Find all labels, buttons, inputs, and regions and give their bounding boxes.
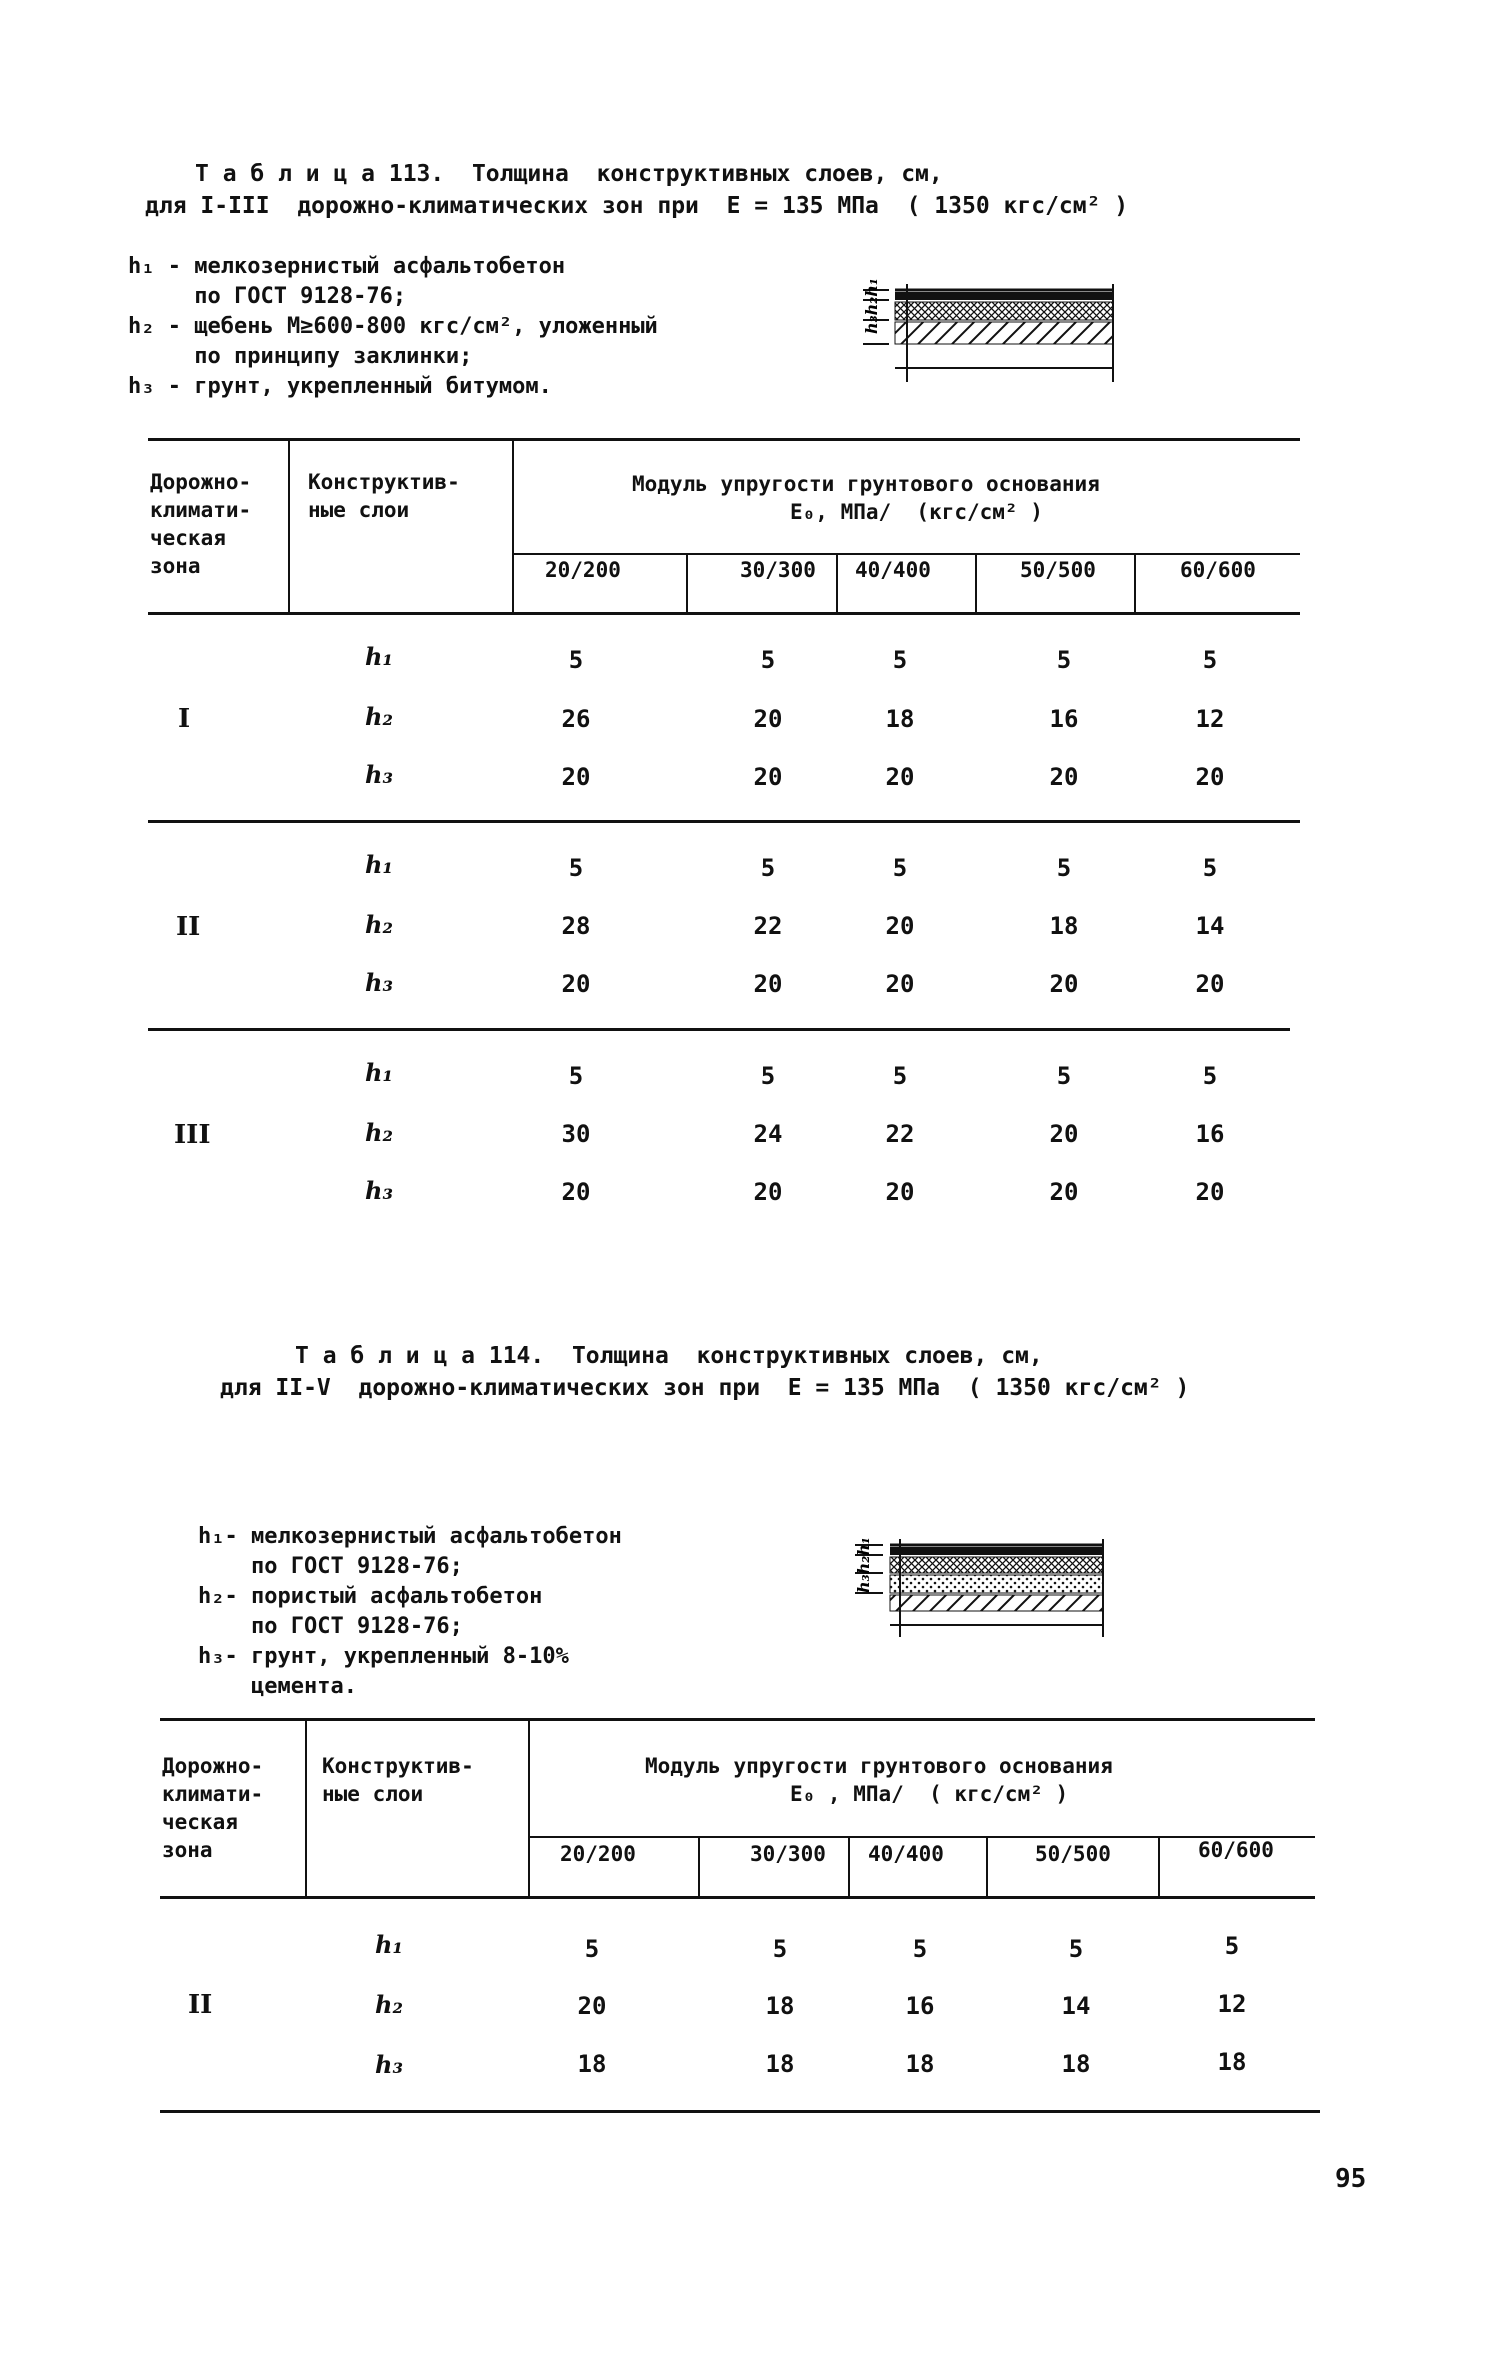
table-cell: 5: [1202, 646, 1218, 674]
layer-label: h₃: [365, 1176, 393, 1205]
table114-header-modulus: Модуль упругости грунтового основания: [645, 1754, 1113, 1778]
table114-col-header: 30/300: [750, 1842, 826, 1866]
table-cell: 5: [760, 646, 776, 674]
table113-header-zone: Дорожно- климати- ческая зона: [150, 470, 252, 578]
layer-label: h₁: [365, 1058, 393, 1087]
table113-legend: [128, 252, 658, 402]
table113-caption-line1: Т а б л и ц а 113. Толщина конструктивных слоев, см,: [195, 161, 943, 187]
table113-col-header: 50/500: [1020, 558, 1096, 582]
table-cell: 16: [1195, 1120, 1225, 1148]
legend-line: h₃ - грунт, укрепленный битумом.: [128, 374, 552, 399]
table113-header-modulus: Модуль упругости грунтового основания: [632, 472, 1100, 496]
zone-label: III: [174, 1120, 211, 1150]
legend-line: по ГОСТ 9128-76;: [128, 284, 407, 309]
table113-group-rule: [148, 1028, 1290, 1031]
legend-line: по ГОСТ 9128-76;: [198, 1614, 463, 1639]
table-cell: 20: [1195, 970, 1225, 998]
table113-header-bottom-rule: [148, 612, 1300, 615]
table114-col-divider: [848, 1838, 850, 1896]
table-cell: 5: [772, 1935, 788, 1963]
svg-text:h₃h₂h₁: h₃h₂h₁: [862, 278, 881, 334]
table-cell: 20: [1195, 763, 1225, 791]
table-cell: 22: [885, 1120, 915, 1148]
table113-col-divider: [836, 555, 838, 612]
table-cell: 26: [561, 705, 591, 733]
table-cell: 20: [561, 970, 591, 998]
table-cell: 5: [568, 646, 584, 674]
table114-caption-line2: для II-V дорожно-климатических зон при E = 135 МПа ( 1350 кгс/см² ): [220, 1375, 1190, 1401]
table-cell: 5: [760, 1062, 776, 1090]
table-cell: 20: [1049, 1178, 1079, 1206]
table-cell: 22: [753, 912, 783, 940]
table114-bottom-rule: [160, 2110, 1320, 2113]
table113-col-header: 30/300: [740, 558, 816, 582]
table-cell: 18: [1217, 2048, 1247, 2076]
table-cell: 20: [885, 763, 915, 791]
table-cell: 28: [561, 912, 591, 940]
table-cell: 20: [885, 1178, 915, 1206]
table-cell: 12: [1195, 705, 1225, 733]
table113-top-rule: [148, 438, 1300, 441]
table-cell: 20: [561, 763, 591, 791]
table-cell: 30: [561, 1120, 591, 1148]
legend-line: h₁ - мелкозернистый асфальтобетон: [128, 254, 566, 279]
legend-line: h₃- грунт, укрепленный 8-10%: [198, 1644, 569, 1669]
legend-line: h₂- пористый асфальтобетон: [198, 1584, 543, 1609]
table114-col-header: 50/500: [1035, 1842, 1111, 1866]
table114-col-divider: [528, 1720, 530, 1896]
table-cell: 18: [1049, 912, 1079, 940]
layer-label: h₃: [365, 968, 393, 997]
table114-header-zone: Дорожно- климати- ческая зона: [162, 1754, 264, 1862]
table-cell: 18: [765, 1992, 795, 2020]
table-cell: 5: [568, 854, 584, 882]
table-cell: 5: [1056, 646, 1072, 674]
table-cell: 20: [1049, 1120, 1079, 1148]
zone-label: II: [188, 1990, 213, 2020]
layer-label: h₁: [365, 850, 393, 879]
table113-col-header: 60/600: [1180, 558, 1256, 582]
table-cell: 5: [760, 854, 776, 882]
table-cell: 5: [1056, 854, 1072, 882]
table114-header-modulus-units: E₀ , МПа/ ( кгс/см² ): [790, 1782, 1069, 1806]
table-cell: 14: [1061, 1992, 1091, 2020]
table-cell: 20: [753, 1178, 783, 1206]
table-cell: 16: [1049, 705, 1079, 733]
table-cell: 20: [885, 912, 915, 940]
table-cell: 20: [753, 763, 783, 791]
table-cell: 20: [1049, 763, 1079, 791]
table-cell: 24: [753, 1120, 783, 1148]
pavement-section-diagram: [845, 1525, 1115, 1660]
table113-caption-line2: для I-III дорожно-климатических зон при E = 135 МПа ( 1350 кгс/см² ): [145, 193, 1129, 219]
table-cell: 18: [905, 2050, 935, 2078]
table114-col-header: 40/400: [868, 1842, 944, 1866]
table-cell: 20: [561, 1178, 591, 1206]
legend-line: h₂ - щебень М≥600-800 кгс/см², уложенный: [128, 314, 658, 339]
table113-col-divider: [288, 440, 290, 612]
table113-col-header: 20/200: [545, 558, 621, 582]
table113-col-divider: [686, 555, 688, 612]
table-cell: 18: [885, 705, 915, 733]
legend-line: цемента.: [198, 1674, 357, 1699]
layer-label: h₁: [365, 642, 393, 671]
table-cell: 5: [892, 854, 908, 882]
table-cell: 20: [577, 1992, 607, 2020]
table-cell: 20: [753, 705, 783, 733]
table113-group-rule: [148, 820, 1300, 823]
table-cell: 5: [584, 1935, 600, 1963]
table113-col-divider: [1134, 555, 1136, 612]
page-number: 95: [1335, 2164, 1367, 2194]
table113-col-divider: [512, 440, 514, 612]
table114-top-rule: [160, 1718, 1315, 1721]
table113-col-divider: [975, 555, 977, 612]
pavement-section-diagram: [855, 270, 1125, 405]
table-cell: 5: [1068, 1935, 1084, 1963]
table-cell: 18: [577, 2050, 607, 2078]
table-cell: 5: [892, 646, 908, 674]
layer-label: h₃: [365, 760, 393, 789]
table-cell: 20: [885, 970, 915, 998]
table113-header-modulus-units: E₀, МПа/ (кгс/см² ): [790, 500, 1043, 524]
svg-text:h₃h₂h₁: h₃h₂h₁: [854, 1537, 873, 1593]
table-cell: 5: [1224, 1932, 1240, 1960]
layer-label: h₁: [375, 1930, 403, 1959]
layer-label: h₂: [365, 910, 393, 939]
layer-label: h₂: [375, 1990, 403, 2019]
table114-caption-line1: Т а б л и ц а 114. Толщина конструктивных слоев, см,: [295, 1343, 1043, 1369]
table114-col-divider: [1158, 1838, 1160, 1896]
table-cell: 12: [1217, 1990, 1247, 2018]
legend-line: по ГОСТ 9128-76;: [198, 1554, 463, 1579]
legend-line: h₁- мелкозернистый асфальтобетон: [198, 1524, 622, 1549]
zone-label: I: [178, 704, 191, 734]
table-cell: 5: [1202, 854, 1218, 882]
table-cell: 5: [568, 1062, 584, 1090]
layer-label: h₂: [365, 702, 393, 731]
table-cell: 20: [753, 970, 783, 998]
table-cell: 18: [765, 2050, 795, 2078]
table-cell: 5: [892, 1062, 908, 1090]
table113-subheader-rule: [512, 553, 1300, 555]
legend-line: по принципу заклинки;: [128, 344, 473, 369]
table-cell: 20: [1195, 1178, 1225, 1206]
table114-col-divider: [986, 1838, 988, 1896]
table-cell: 5: [1202, 1062, 1218, 1090]
table113-col-header: 40/400: [855, 558, 931, 582]
table114-col-header: 20/200: [560, 1842, 636, 1866]
table114-header-layers: Конструктив- ные слои: [322, 1754, 474, 1806]
table114-col-divider: [305, 1720, 307, 1896]
table-cell: 5: [1056, 1062, 1072, 1090]
table114-legend: [198, 1522, 622, 1702]
table-cell: 5: [912, 1935, 928, 1963]
table-cell: 18: [1061, 2050, 1091, 2078]
table-cell: 14: [1195, 912, 1225, 940]
layer-label: h₃: [375, 2050, 403, 2079]
zone-label: II: [176, 912, 201, 942]
table113-header-layers: Конструктив- ные слои: [308, 470, 460, 522]
table114-header-bottom-rule: [160, 1896, 1315, 1899]
table-cell: 16: [905, 1992, 935, 2020]
table114-subheader-rule: [528, 1836, 1315, 1838]
table114-col-header: 60/600: [1198, 1838, 1274, 1862]
table114-col-divider: [698, 1838, 700, 1896]
layer-label: h₂: [365, 1118, 393, 1147]
table-cell: 20: [1049, 970, 1079, 998]
